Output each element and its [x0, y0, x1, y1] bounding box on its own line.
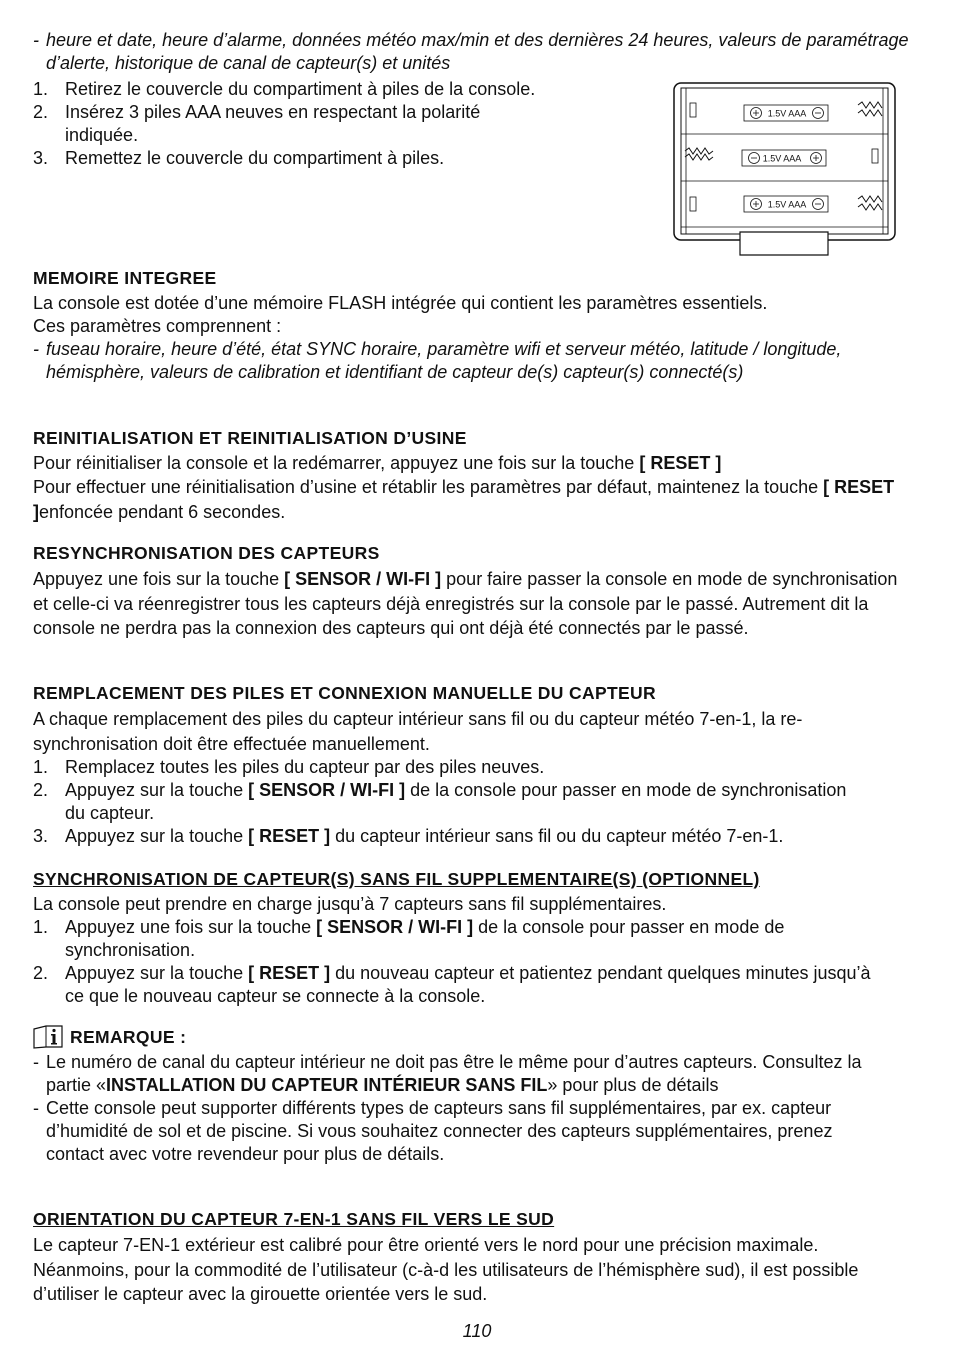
- section-heading: SYNCHRONISATION DE CAPTEUR(S) SANS FIL SUPPLEMENTAIRE(S) (OPTIONNEL): [33, 869, 760, 889]
- list-item: - Cette console peut supporter différents types de capteurs sans fil supplémentaires, par ex. capteur d’humidité de sol et de piscine. Si vous souhaitez connecter des capteurs supplémentaires, prenez contact avec votre revendeur pour plus de détails.: [33, 1098, 833, 1164]
- section-heading: ORIENTATION DU CAPTEUR 7-EN-1 SANS FIL VERS LE SUD: [33, 1209, 555, 1229]
- battery-compartment-illustration: [672, 81, 898, 257]
- section-memory: MEMOIRE INTEGREE La console est dotée d’une mémoire FLASH intégrée qui contient les paramètres essentiels. Ces paramètres comprennent : - fuseau horaire, heure d’été, état SYNC horaire, paramètre wifi et serveur météo, latitude / longitude, hémisphère, valeurs de calibration et identifiant de capteur de(s) capteur(s) connecté(s): [33, 267, 913, 384]
- list-item: 3. Remettez le couvercle du compartiment à piles.: [33, 148, 445, 168]
- list-item: 2. Appuyez sur la touche [ SENSOR / WI-FI ] de la console pour passer en mode de synchronisation du capteur.: [33, 780, 847, 823]
- list-item: 2. Appuyez sur la touche [ RESET ] du nouveau capteur et patientez pendant quelques minutes jusqu’à ce que le nouveau capteur se connecte à la console.: [33, 963, 871, 1006]
- battery-label: 1.5V AAA: [767, 199, 807, 210]
- list-item: 3. Appuyez sur la touche [ RESET ] du capteur intérieur sans fil ou du capteur météo 7-en-1.: [33, 826, 784, 846]
- section-heading: REMPLACEMENT DES PILES ET CONNEXION MANUELLE DU CAPTEUR: [33, 683, 657, 703]
- section-heading: REINITIALISATION ET REINITIALISATION D’USINE: [33, 428, 467, 448]
- section-reset: REINITIALISATION ET REINITIALISATION D’USINE Pour réinitialiser la console et la redémarrer, appuyez une fois sur la touche [ RESET ] Pour effectuer une réinitialisation d’usine et rétablir les paramètres par défaut, maintenez la touche [ RESET ]enfoncée pendant 6 secondes.: [33, 427, 913, 525]
- section-replace: REMPLACEMENT DES PILES ET CONNEXION MANUELLE DU CAPTEUR A chaque remplacement des piles du capteur intérieur sans fil ou du capteur météo 7-en-1, la re-synchronisation doit être effectuée manuellement. 1. Remplacez toutes les piles du capteur par des piles neuves. 2. Appuyez sur la touche [ SENSOR / WI-FI ] de la console pour passer en mode de synchronisation du capteur. 3. Appuyez sur la touche [ RESET ] du capteur intérieur sans fil ou du capteur météo 7-en-1.: [33, 682, 913, 848]
- battery-1: [744, 105, 828, 121]
- info-book-icon: [31, 1025, 65, 1049]
- list-item: - Le numéro de canal du capteur intérieur ne doit pas être le même pour d’autres capteurs. Consultez la partie «INSTALLATION DU CAPTEUR INTÉRIEUR SANS FIL» pour plus de détails: [33, 1052, 862, 1095]
- battery-label: 1.5V AAA: [767, 108, 807, 119]
- battery-label: 1.5V AAA: [762, 153, 802, 164]
- section-resync: RESYNCHRONISATION DES CAPTEURS Appuyez une fois sur la touche [ SENSOR / WI-FI ] pour faire passer la console en mode de synchronisation et celle-ci va réenregistrer tous les capteurs déjà enregistrés sur la console par le passé. Autrement dit la console ne perdra pas la connexion des capteurs qui ont déjà été connectés par le passé.: [33, 542, 903, 641]
- list-item: 2. Insérez 3 piles AAA neuves en respectant la polarité indiquée.: [33, 102, 481, 145]
- page-number: 110: [462, 1321, 492, 1341]
- section-heading: RESYNCHRONISATION DES CAPTEURS: [33, 543, 380, 563]
- intro-italic-item: - heure et date, heure d’alarme, données météo max/min et des dernières 24 heures, valeurs de paramétrage d’alerte, historique de canal de capteur(s) et unités: [33, 30, 909, 73]
- battery-2: [742, 150, 826, 166]
- list-item: 1. Appuyez une fois sur la touche [ SENSOR / WI-FI ] de la console pour passer en mode de synchronisation.: [33, 917, 785, 960]
- section-note: [33, 1025, 913, 1166]
- battery-3: [744, 196, 828, 212]
- list-item: - fuseau horaire, heure d’été, état SYNC horaire, paramètre wifi et serveur météo, latitude / longitude, hémisphère, valeurs de calibration et identifiant de capteur de(s) capteur(s) connecté(s): [33, 339, 842, 382]
- section-heading: MEMOIRE INTEGREE: [33, 268, 217, 288]
- list-item: 1. Remplacez toutes les piles du capteur par des piles neuves.: [33, 757, 545, 777]
- section-sync-extra: SYNCHRONISATION DE CAPTEUR(S) SANS FIL SUPPLEMENTAIRE(S) (OPTIONNEL) La console peut prendre en charge jusqu’à 7 capteurs sans fil supplémentaires. 1. Appuyez une fois sur la touche [ SENSOR / WI-FI ] de la console pour passer en mode de synchronisation. 2. Appuyez sur la touche [ RESET ] du nouveau capteur et patientez pendant quelques minutes jusqu’à ce que le nouveau capteur se connecte à la console.: [33, 868, 913, 1008]
- section-orientation: ORIENTATION DU CAPTEUR 7-EN-1 SANS FIL VERS LE SUD Le capteur 7-EN-1 extérieur est calibré pour être orienté vers le nord pour une précision maximale. Néanmoins, pour la commodité de l’utilisateur (c-à-d les utilisateurs de l’hémisphère sud), il est possible d’utiliser le capteur avec la girouette orientée vers le sud.: [33, 1208, 913, 1307]
- battery-steps: [33, 78, 553, 170]
- list-item: 1. Retirez le couvercle du compartiment à piles de la console.: [33, 79, 536, 99]
- note-heading: REMARQUE :: [70, 1026, 187, 1047]
